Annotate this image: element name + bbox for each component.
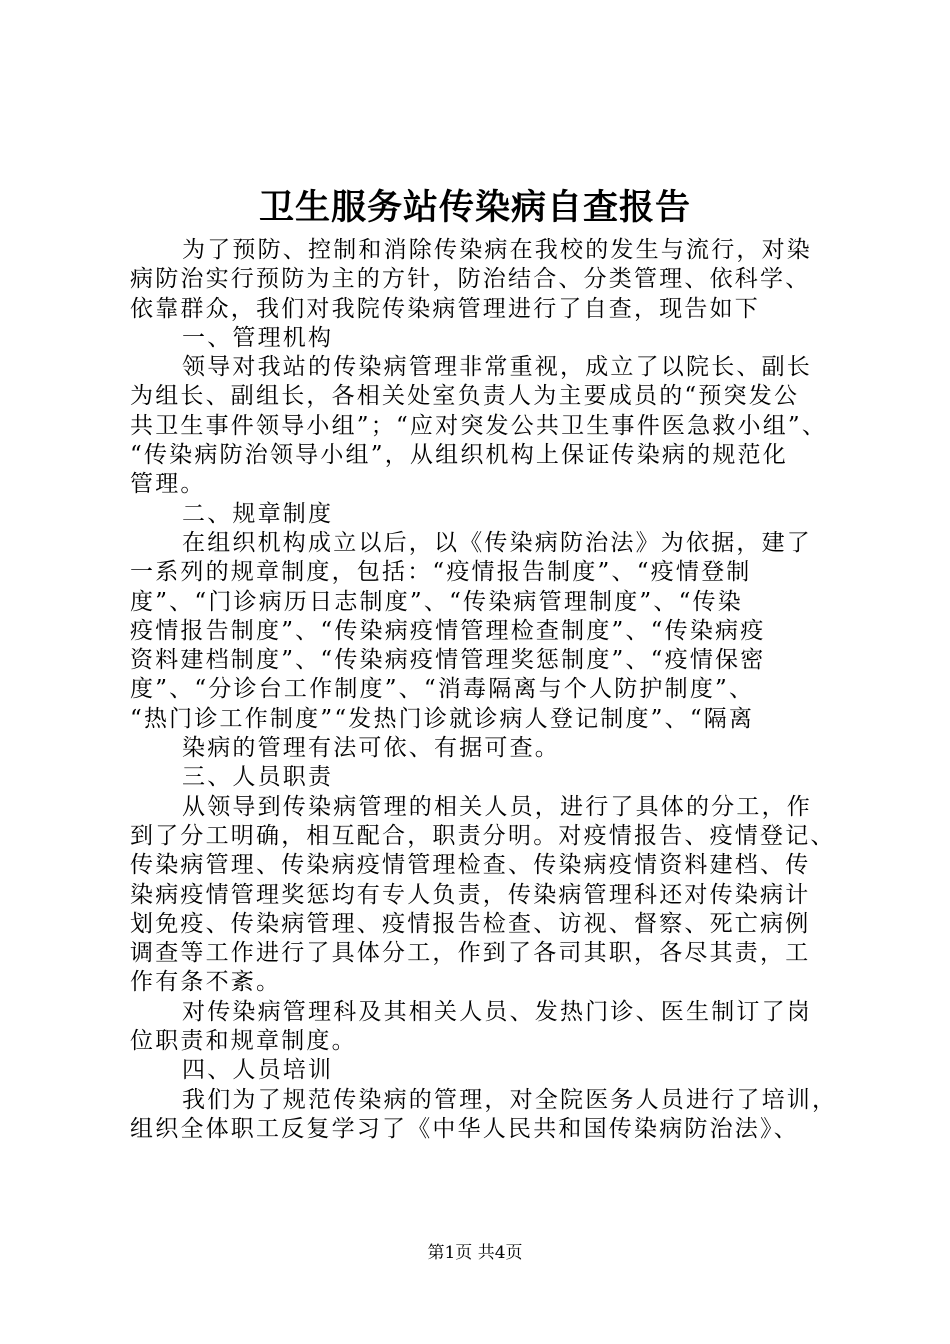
text-line: 度”、“门诊病历日志制度”、“传染病管理制度”、“传染 bbox=[130, 588, 743, 615]
text-line: 三、人员职责 bbox=[182, 764, 334, 791]
document-title: 卫生服务站传染病自查报告 bbox=[258, 187, 691, 228]
text-line: 四、人员培训 bbox=[182, 1057, 334, 1084]
text-line: 传染病管理、传染病疫情管理检查、传染病疫情资料建档、传 bbox=[130, 852, 811, 879]
text-line: 度”、“分诊台工作制度”、“消毒隔离与个人防护制度”、 bbox=[130, 676, 755, 703]
text-line: 染病的管理有法可依、有据可查。 bbox=[182, 735, 560, 762]
text-line: 在组织机构成立以后，以《传染病防治法》为依据，建了 bbox=[182, 529, 812, 556]
text-line: 为了预防、控制和消除传染病在我校的发生与流行，对染 bbox=[182, 237, 812, 263]
text-line: 二、规章制度 bbox=[182, 500, 334, 527]
text-line: 划免疫、传染病管理、疫情报告检查、访视、督察、死亡病例 bbox=[130, 910, 811, 937]
text-line: 为组长、副组长，各相关处室负责人为主要成员的“预突发公 bbox=[130, 383, 800, 410]
text-line: 对传染病管理科及其相关人员、发热门诊、医生制订了岗 bbox=[182, 998, 812, 1025]
text-line: 一系列的规章制度，包括：“疫情报告制度”、“疫情登制 bbox=[130, 559, 752, 586]
text-line: 病防治实行预防为主的方针，防治结合、分类管理、依科学、 bbox=[130, 266, 811, 293]
text-line: 到了分工明确，相互配合，职责分明。对疫情报告、疫情登记、 bbox=[130, 822, 836, 849]
text-line: 作有条不紊。 bbox=[130, 969, 282, 996]
text-line: 染病疫情管理奖惩均有专人负责，传染病管理科还对传染病计 bbox=[130, 881, 811, 908]
text-line: 从领导到传染病管理的相关人员，进行了具体的分工，作 bbox=[182, 793, 812, 820]
text-line: 管理。 bbox=[130, 471, 206, 498]
text-line: 组织全体职工反复学习了《中华人民共和国传染病防治法》、 bbox=[130, 1115, 799, 1142]
document-body bbox=[130, 236, 838, 1144]
text-line: 领导对我站的传染病管理非常重视，成立了以院长、副长 bbox=[182, 354, 812, 381]
text-line: 一、管理机构 bbox=[182, 324, 334, 351]
text-line: 依靠群众，我们对我院传染病管理进行了自查，现告如下 bbox=[130, 295, 760, 322]
text-line: “热门诊工作制度”“发热门诊就诊病人登记制度”、“隔离 bbox=[130, 705, 755, 732]
text-line: 调查等工作进行了具体分工，作到了各司其职，各尽其责，工 bbox=[130, 940, 811, 967]
text-line: “传染病防治领导小组”，从组织机构上保证传染病的规范化 bbox=[130, 442, 788, 469]
text-line: 疫情报告制度”、“传染病疫情管理检查制度”、“传染病疫 bbox=[130, 617, 766, 644]
text-line: 共卫生事件领导小组”；“应对突发公共卫生事件医急救小组”、 bbox=[130, 412, 828, 439]
text-line: 资料建档制度”、“传染病疫情管理奖惩制度”、“疫情保密 bbox=[130, 647, 766, 674]
text-line: 我们为了规范传染病的管理，对全院医务人员进行了培训， bbox=[182, 1086, 838, 1113]
page-footer: 第1页 共4页 bbox=[427, 1243, 523, 1263]
text-line: 位职责和规章制度。 bbox=[130, 1028, 357, 1055]
